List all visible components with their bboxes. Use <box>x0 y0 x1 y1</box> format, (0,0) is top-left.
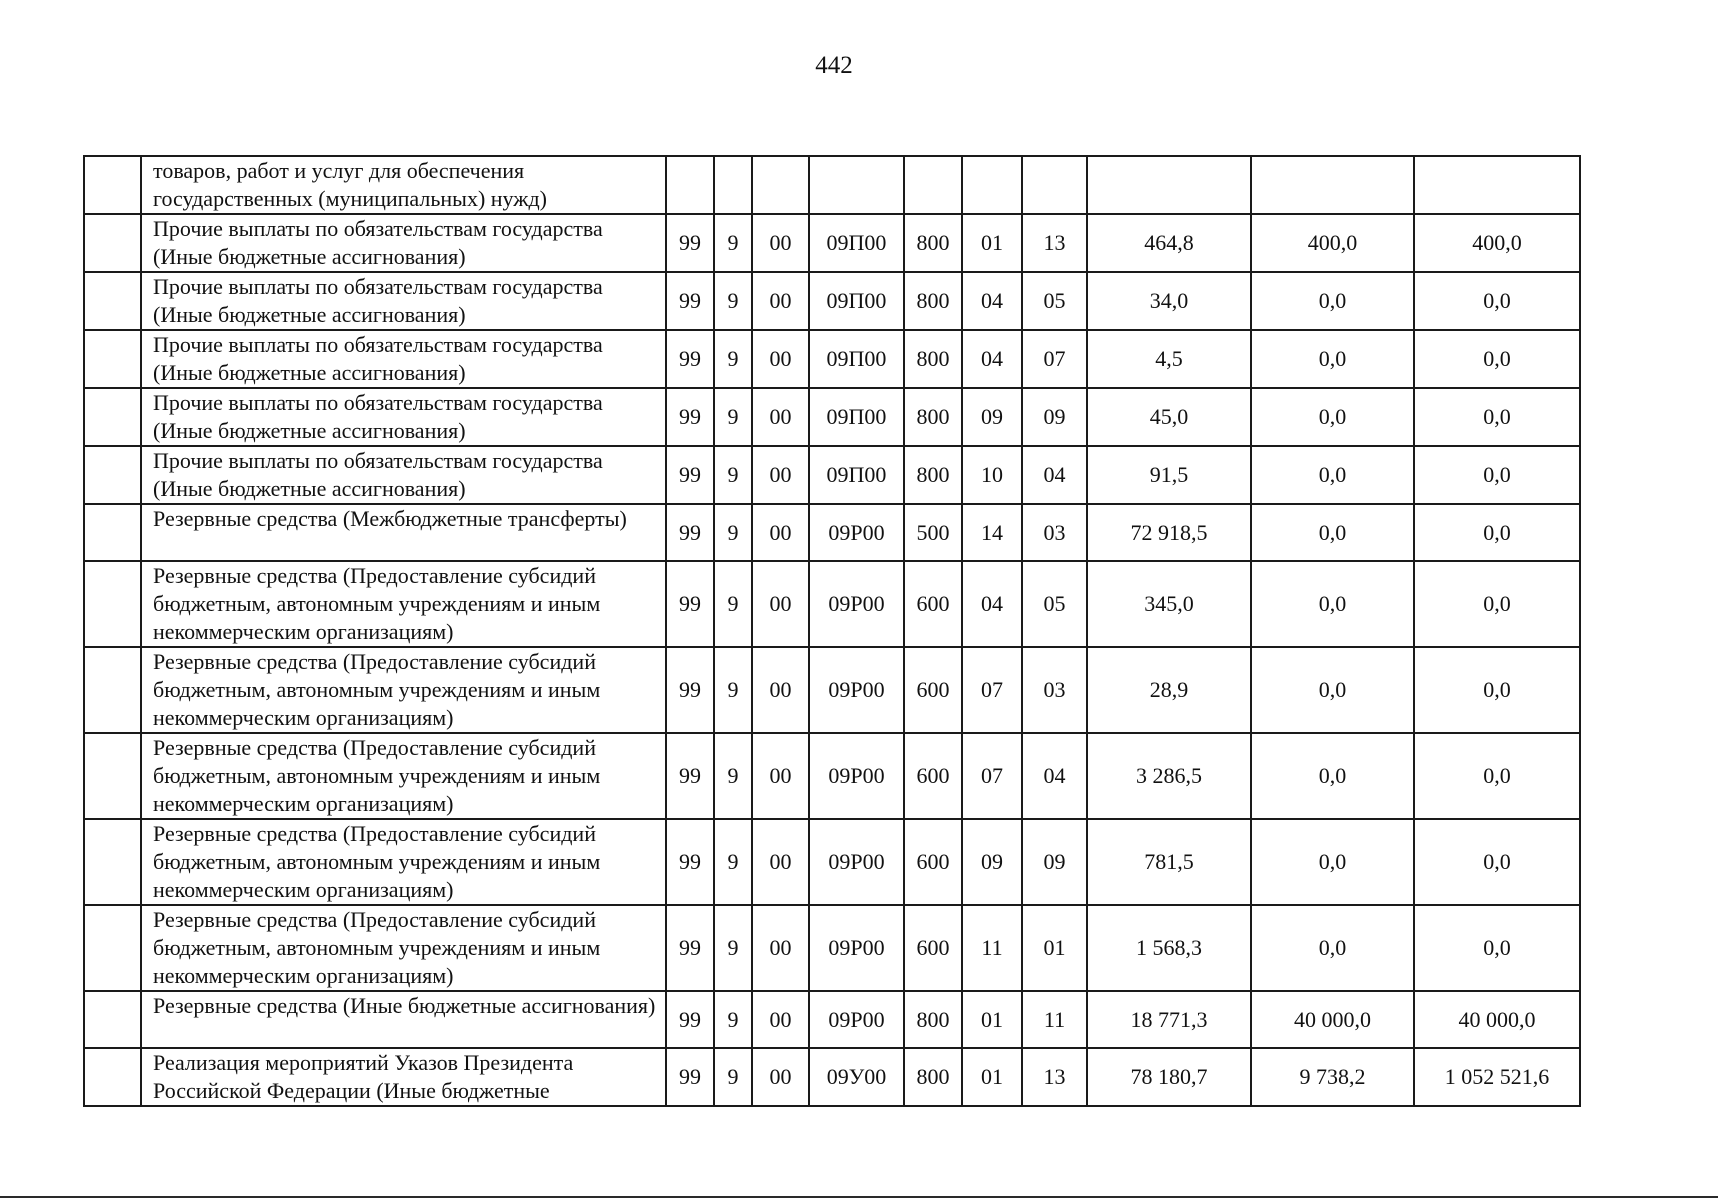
section-cell: 04 <box>962 330 1022 388</box>
amount-cell-1: 464,8 <box>1087 214 1251 272</box>
code-cell-2: 9 <box>714 272 752 330</box>
code-cell-1: 99 <box>666 905 714 991</box>
target-article-cell: 09П00 <box>809 330 904 388</box>
amount-cell-1: 3 286,5 <box>1087 733 1251 819</box>
code-cell-2: 9 <box>714 905 752 991</box>
section-cell: 01 <box>962 1048 1022 1106</box>
amount-cell-3: 0,0 <box>1414 388 1580 446</box>
description-cell: Резервные средства (Предоставление субсидий бюджетным, автономным учреждениям и иным некоммерческим организациям) <box>141 733 666 819</box>
row-number-cell <box>84 647 141 733</box>
amount-cell-1: 34,0 <box>1087 272 1251 330</box>
amount-cell-1: 781,5 <box>1087 819 1251 905</box>
section-cell: 09 <box>962 819 1022 905</box>
row-number-cell <box>84 991 141 1048</box>
code-cell-1: 99 <box>666 388 714 446</box>
code-cell-2 <box>714 156 752 214</box>
expense-type-cell: 800 <box>904 1048 962 1106</box>
amount-cell-2: 0,0 <box>1251 905 1414 991</box>
table-row <box>84 214 1580 272</box>
amount-cell-2 <box>1251 156 1414 214</box>
row-number-cell <box>84 733 141 819</box>
bottom-rule <box>0 1196 1718 1198</box>
description-cell: Реализация мероприятий Указов Президента Российской Федерации (Иные бюджетные <box>141 1048 666 1106</box>
code-cell-3: 00 <box>752 504 809 561</box>
amount-cell-1: 18 771,3 <box>1087 991 1251 1048</box>
code-cell-2: 9 <box>714 504 752 561</box>
table-body <box>84 156 1580 1106</box>
code-cell-2: 9 <box>714 1048 752 1106</box>
section-cell: 11 <box>962 905 1022 991</box>
amount-cell-3: 0,0 <box>1414 446 1580 504</box>
code-cell-2: 9 <box>714 330 752 388</box>
section-cell: 10 <box>962 446 1022 504</box>
amount-cell-3: 0,0 <box>1414 504 1580 561</box>
code-cell-3: 00 <box>752 272 809 330</box>
amount-cell-2: 0,0 <box>1251 647 1414 733</box>
amount-cell-2: 400,0 <box>1251 214 1414 272</box>
amount-cell-2: 9 738,2 <box>1251 1048 1414 1106</box>
description-cell: Резервные средства (Предоставление субсидий бюджетным, автономным учреждениям и иным некоммерческим организациям) <box>141 561 666 647</box>
section-cell: 04 <box>962 272 1022 330</box>
amount-cell-3: 0,0 <box>1414 819 1580 905</box>
subsection-cell: 11 <box>1022 991 1087 1048</box>
table-row <box>84 156 1580 214</box>
amount-cell-1: 4,5 <box>1087 330 1251 388</box>
amount-cell-1: 345,0 <box>1087 561 1251 647</box>
code-cell-2: 9 <box>714 819 752 905</box>
row-number-cell <box>84 446 141 504</box>
amount-cell-3: 0,0 <box>1414 330 1580 388</box>
code-cell-1: 99 <box>666 504 714 561</box>
target-article-cell: 09Р00 <box>809 504 904 561</box>
subsection-cell <box>1022 156 1087 214</box>
code-cell-3: 00 <box>752 1048 809 1106</box>
expense-type-cell: 800 <box>904 991 962 1048</box>
budget-table <box>83 155 1581 1107</box>
row-number-cell <box>84 504 141 561</box>
code-cell-1: 99 <box>666 1048 714 1106</box>
table-row <box>84 561 1580 647</box>
subsection-cell: 13 <box>1022 214 1087 272</box>
code-cell-1: 99 <box>666 991 714 1048</box>
subsection-cell: 07 <box>1022 330 1087 388</box>
expense-type-cell: 600 <box>904 819 962 905</box>
subsection-cell: 04 <box>1022 446 1087 504</box>
amount-cell-3: 40 000,0 <box>1414 991 1580 1048</box>
amount-cell-1: 45,0 <box>1087 388 1251 446</box>
description-cell: Резервные средства (Межбюджетные трансферты) <box>141 504 666 561</box>
amount-cell-2: 0,0 <box>1251 446 1414 504</box>
amount-cell-2: 0,0 <box>1251 330 1414 388</box>
expense-type-cell: 500 <box>904 504 962 561</box>
expense-type-cell: 800 <box>904 330 962 388</box>
amount-cell-3: 0,0 <box>1414 905 1580 991</box>
code-cell-1: 99 <box>666 330 714 388</box>
row-number-cell <box>84 388 141 446</box>
expense-type-cell: 800 <box>904 388 962 446</box>
row-number-cell <box>84 156 141 214</box>
target-article-cell: 09Р00 <box>809 647 904 733</box>
expense-type-cell <box>904 156 962 214</box>
subsection-cell: 01 <box>1022 905 1087 991</box>
section-cell: 09 <box>962 388 1022 446</box>
amount-cell-3: 1 052 521,6 <box>1414 1048 1580 1106</box>
subsection-cell: 03 <box>1022 504 1087 561</box>
amount-cell-3: 0,0 <box>1414 647 1580 733</box>
code-cell-2: 9 <box>714 561 752 647</box>
amount-cell-2: 0,0 <box>1251 504 1414 561</box>
subsection-cell: 09 <box>1022 819 1087 905</box>
row-number-cell <box>84 905 141 991</box>
row-number-cell <box>84 561 141 647</box>
expense-type-cell: 600 <box>904 647 962 733</box>
table-row <box>84 504 1580 561</box>
subsection-cell: 05 <box>1022 561 1087 647</box>
code-cell-3: 00 <box>752 214 809 272</box>
code-cell-3 <box>752 156 809 214</box>
target-article-cell: 09П00 <box>809 446 904 504</box>
description-cell: Прочие выплаты по обязательствам государства (Иные бюджетные ассигнования) <box>141 446 666 504</box>
row-number-cell <box>84 330 141 388</box>
code-cell-3: 00 <box>752 330 809 388</box>
amount-cell-2: 0,0 <box>1251 388 1414 446</box>
page-number: 442 <box>815 52 853 79</box>
section-cell: 14 <box>962 504 1022 561</box>
amount-cell-1: 78 180,7 <box>1087 1048 1251 1106</box>
code-cell-3: 00 <box>752 561 809 647</box>
section-cell: 01 <box>962 991 1022 1048</box>
code-cell-2: 9 <box>714 446 752 504</box>
code-cell-1: 99 <box>666 733 714 819</box>
subsection-cell: 04 <box>1022 733 1087 819</box>
code-cell-2: 9 <box>714 733 752 819</box>
table-row <box>84 991 1580 1048</box>
description-cell: Прочие выплаты по обязательствам государства (Иные бюджетные ассигнования) <box>141 272 666 330</box>
amount-cell-1: 72 918,5 <box>1087 504 1251 561</box>
expense-type-cell: 800 <box>904 214 962 272</box>
table-row <box>84 647 1580 733</box>
target-article-cell: 09П00 <box>809 272 904 330</box>
code-cell-1 <box>666 156 714 214</box>
code-cell-1: 99 <box>666 214 714 272</box>
amount-cell-2: 40 000,0 <box>1251 991 1414 1048</box>
amount-cell-2: 0,0 <box>1251 819 1414 905</box>
expense-type-cell: 600 <box>904 733 962 819</box>
code-cell-1: 99 <box>666 647 714 733</box>
code-cell-3: 00 <box>752 991 809 1048</box>
row-number-cell <box>84 1048 141 1106</box>
amount-cell-2: 0,0 <box>1251 561 1414 647</box>
amount-cell-2: 0,0 <box>1251 733 1414 819</box>
code-cell-2: 9 <box>714 388 752 446</box>
amount-cell-1: 28,9 <box>1087 647 1251 733</box>
section-cell: 01 <box>962 214 1022 272</box>
target-article-cell: 09Р00 <box>809 991 904 1048</box>
code-cell-1: 99 <box>666 272 714 330</box>
amount-cell-1: 1 568,3 <box>1087 905 1251 991</box>
expense-type-cell: 600 <box>904 905 962 991</box>
description-cell: Резервные средства (Иные бюджетные ассигнования) <box>141 991 666 1048</box>
section-cell: 04 <box>962 561 1022 647</box>
table-row <box>84 733 1580 819</box>
target-article-cell: 09У00 <box>809 1048 904 1106</box>
code-cell-1: 99 <box>666 819 714 905</box>
target-article-cell: 09Р00 <box>809 819 904 905</box>
code-cell-2: 9 <box>714 214 752 272</box>
table-row <box>84 819 1580 905</box>
row-number-cell <box>84 214 141 272</box>
expense-type-cell: 800 <box>904 272 962 330</box>
amount-cell-3: 0,0 <box>1414 733 1580 819</box>
target-article-cell: 09П00 <box>809 388 904 446</box>
target-article-cell <box>809 156 904 214</box>
amount-cell-1: 91,5 <box>1087 446 1251 504</box>
amount-cell-1 <box>1087 156 1251 214</box>
code-cell-2: 9 <box>714 647 752 733</box>
code-cell-3: 00 <box>752 733 809 819</box>
code-cell-3: 00 <box>752 905 809 991</box>
amount-cell-3 <box>1414 156 1580 214</box>
subsection-cell: 05 <box>1022 272 1087 330</box>
section-cell: 07 <box>962 733 1022 819</box>
amount-cell-3: 0,0 <box>1414 272 1580 330</box>
row-number-cell <box>84 819 141 905</box>
code-cell-3: 00 <box>752 819 809 905</box>
code-cell-3: 00 <box>752 446 809 504</box>
description-cell: Резервные средства (Предоставление субсидий бюджетным, автономным учреждениям и иным некоммерческим организациям) <box>141 905 666 991</box>
expense-type-cell: 600 <box>904 561 962 647</box>
code-cell-1: 99 <box>666 561 714 647</box>
description-cell: Резервные средства (Предоставление субсидий бюджетным, автономным учреждениям и иным некоммерческим организациям) <box>141 647 666 733</box>
subsection-cell: 13 <box>1022 1048 1087 1106</box>
expense-type-cell: 800 <box>904 446 962 504</box>
table-row <box>84 446 1580 504</box>
table-row <box>84 1048 1580 1106</box>
section-cell: 07 <box>962 647 1022 733</box>
table-row <box>84 905 1580 991</box>
table-row <box>84 388 1580 446</box>
section-cell <box>962 156 1022 214</box>
code-cell-1: 99 <box>666 446 714 504</box>
target-article-cell: 09Р00 <box>809 905 904 991</box>
description-cell: Прочие выплаты по обязательствам государства (Иные бюджетные ассигнования) <box>141 330 666 388</box>
subsection-cell: 09 <box>1022 388 1087 446</box>
code-cell-3: 00 <box>752 647 809 733</box>
target-article-cell: 09Р00 <box>809 561 904 647</box>
description-cell: товаров, работ и услуг для обеспечения государственных (муниципальных) нужд) <box>141 156 666 214</box>
row-number-cell <box>84 272 141 330</box>
description-cell: Прочие выплаты по обязательствам государства (Иные бюджетные ассигнования) <box>141 388 666 446</box>
description-cell: Прочие выплаты по обязательствам государства (Иные бюджетные ассигнования) <box>141 214 666 272</box>
table-row <box>84 272 1580 330</box>
target-article-cell: 09П00 <box>809 214 904 272</box>
description-cell: Резервные средства (Предоставление субсидий бюджетным, автономным учреждениям и иным некоммерческим организациям) <box>141 819 666 905</box>
subsection-cell: 03 <box>1022 647 1087 733</box>
target-article-cell: 09Р00 <box>809 733 904 819</box>
amount-cell-3: 400,0 <box>1414 214 1580 272</box>
code-cell-2: 9 <box>714 991 752 1048</box>
amount-cell-3: 0,0 <box>1414 561 1580 647</box>
amount-cell-2: 0,0 <box>1251 272 1414 330</box>
code-cell-3: 00 <box>752 388 809 446</box>
table-row <box>84 330 1580 388</box>
